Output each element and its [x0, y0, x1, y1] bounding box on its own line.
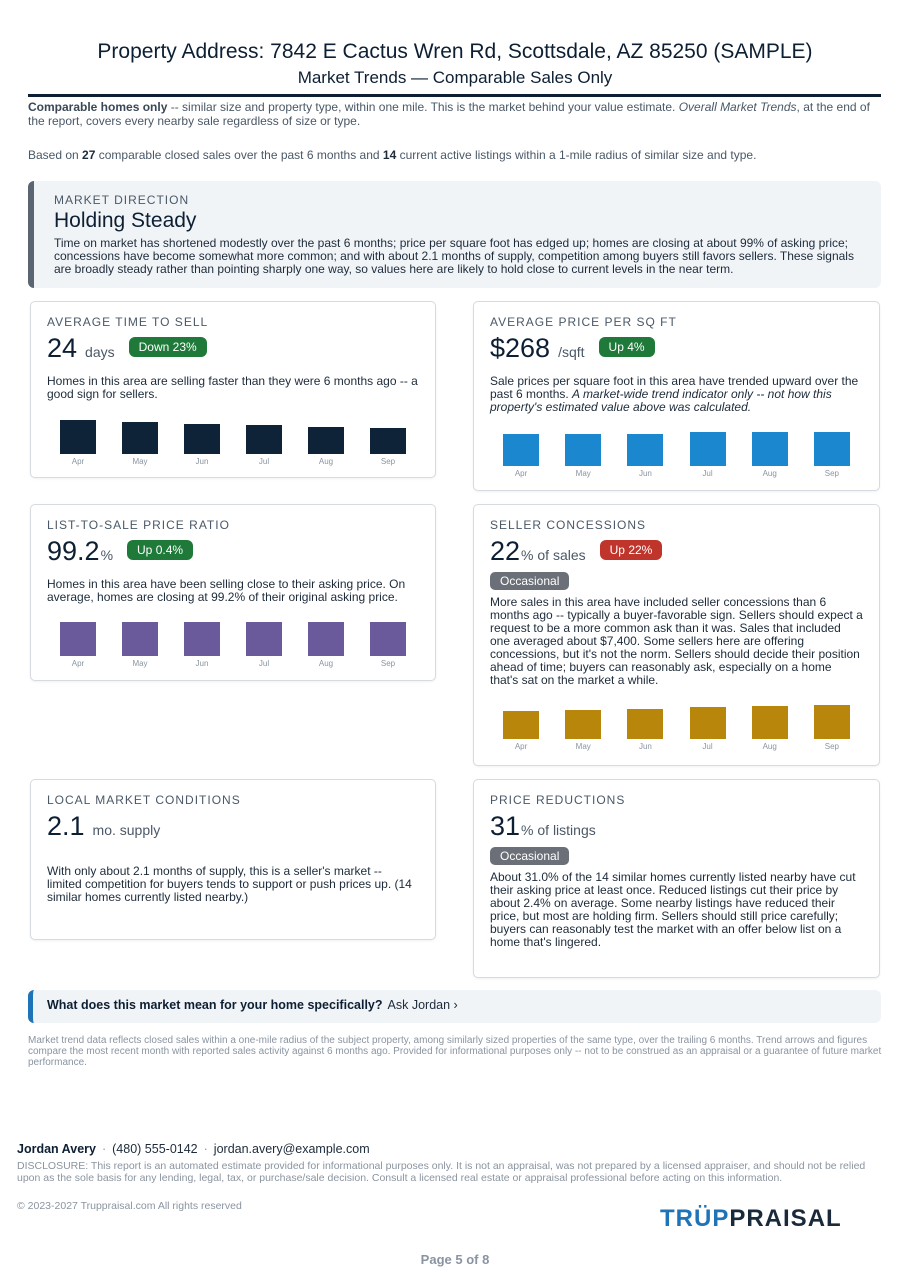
bar-group — [565, 710, 601, 751]
chart-bar — [370, 428, 406, 454]
disclosure: DISCLOSURE: This report is an automated estimate provided for informational purposes only. It is not an appraisal, was not prepared by a licensed appraiser, and should not be relied upon as the sole basis for any lending, legal, tax, or purchase/sale decision. Consult a licensed real estate or appraisal professional before acting on this information. — [17, 1160, 866, 1184]
month-label: Sep — [824, 469, 839, 478]
intro-note — [28, 100, 881, 128]
intro-reference: Overall Market Trends — [678, 100, 797, 114]
card-eyebrow: AVERAGE PRICE PER SQ FT — [490, 315, 677, 329]
agent-phone[interactable]: (480) 555-0142 — [112, 1142, 198, 1156]
month-label: Aug — [318, 659, 334, 668]
chart-bar — [814, 432, 850, 466]
brand-logo — [660, 1205, 842, 1233]
bar-group — [752, 432, 788, 478]
agent-contact — [17, 1142, 370, 1156]
bar-group — [627, 709, 663, 751]
metric-unit: % of listings — [521, 822, 596, 838]
month-label: Apr — [71, 457, 85, 466]
card-description: Homes in this area have been selling close to their asking price. On average, homes are closing at 99.2% of their original asking price. — [47, 577, 406, 604]
metric-value: 2.1 — [47, 811, 85, 841]
bar-group — [246, 622, 282, 668]
bar-group — [184, 424, 220, 466]
chart-bar — [565, 710, 601, 739]
basis-middle: comparable closed sales over the past 6 months and — [95, 148, 383, 162]
card-metric — [47, 811, 419, 845]
chart-bar — [184, 424, 220, 454]
page-title: Property Address: 7842 E Cactus Wren Rd, Scottsdale, AZ 85250 (SAMPLE) — [97, 40, 813, 63]
direction-text: Time on market has shortened modestly over the past 6 months; price per square foot has edged up; homes are closing at about 99% of asking price; concessions have become somewhat more common; and with about 2.1 months of supply, competition among buyers still favors sellers. These signals are broadly steady rather than pointing sharply one way, so values here are likely to hold close to current levels in the near term. — [54, 236, 854, 276]
month-label: Jun — [638, 469, 652, 478]
card-eyebrow: PRICE REDUCTIONS — [490, 793, 626, 807]
month-label: May — [132, 457, 148, 466]
chart-bar — [503, 434, 539, 466]
bar-group — [370, 428, 406, 466]
metric-value: 22 — [490, 536, 521, 566]
bar-group — [690, 432, 726, 478]
separator: · — [203, 1142, 208, 1156]
chart-bar — [752, 706, 788, 739]
chart-bar — [122, 622, 158, 656]
frequency-tag: Occasional — [490, 572, 569, 590]
month-label: Sep — [380, 457, 396, 466]
card-price-reductions — [473, 779, 880, 978]
month-label: Sep — [824, 742, 839, 751]
chart-bar — [308, 622, 344, 656]
month-label: Jul — [258, 457, 270, 466]
basis-prefix: Based on — [28, 148, 83, 162]
bar-group — [814, 705, 850, 751]
card-metric — [490, 536, 863, 570]
card-eyebrow: SELLER CONCESSIONS — [490, 518, 647, 532]
chart-bar — [752, 432, 788, 466]
bar-group — [814, 432, 850, 478]
copyright: © 2023-2027 Truppraisal.com All rights reserved — [17, 1200, 242, 1212]
chart-bar — [503, 711, 539, 739]
bar-group — [60, 622, 96, 668]
bar-group — [122, 422, 158, 466]
mini-bar-chart — [490, 703, 863, 751]
month-label: Aug — [762, 742, 777, 751]
ask-agent-link[interactable]: Ask Jordan › — [387, 998, 458, 1012]
card-description — [490, 375, 863, 414]
chart-bar — [565, 434, 601, 466]
chart-bar — [690, 707, 726, 739]
chart-bar — [60, 420, 96, 454]
chart-bar — [627, 434, 663, 466]
bar-group — [627, 434, 663, 478]
metric-unit: % of sales — [521, 547, 586, 563]
card-time-to-sell — [30, 301, 436, 478]
bar-group — [308, 622, 344, 668]
chart-bar — [308, 427, 344, 454]
bar-group — [60, 420, 96, 466]
card-metric — [47, 333, 419, 367]
month-label: May — [575, 469, 591, 478]
bar-group — [503, 711, 539, 751]
basis-sales-count: 27 — [82, 148, 96, 162]
metric-value: 99.2 — [47, 536, 100, 566]
bar-group — [503, 434, 539, 478]
agent-email[interactable]: jordan.avery@example.com — [213, 1142, 370, 1156]
chart-bar — [627, 709, 663, 739]
trend-badge: Up 22% — [600, 540, 663, 560]
bar-group — [184, 622, 220, 668]
page-number: Page 5 of 8 — [420, 1252, 490, 1267]
bar-group — [690, 707, 726, 751]
intro-lead: Comparable homes only — [28, 100, 168, 114]
metric-unit: % — [100, 547, 114, 563]
card-metric — [490, 333, 863, 367]
month-label: Sep — [380, 659, 396, 668]
metric-unit: mo. supply — [92, 822, 161, 838]
chart-bar — [370, 622, 406, 656]
logo-part-1: TRÜP — [660, 1205, 730, 1232]
card-description: More sales in this area have included seller concessions than 6 months ago -- typically a buyer-favorable sign. Sellers should expect a request to be a more common ask than it was. Sales that included one averaged about $7,400. Some sellers here are offering concessions, but it's not the norm. Sellers should decide their position ahead of time; buyers can reasonably ask, especially on a home that's sat on the market a while. — [490, 595, 863, 687]
chart-bar — [246, 622, 282, 656]
intro-text-1: -- similar size and property type, within one mile. This is the market behind your value estimate. — [167, 100, 679, 114]
intro-text-2: , at the end of the report, covers every nearby sale regardless of size or type. — [28, 100, 870, 128]
trend-badge: Down 23% — [129, 337, 207, 357]
chart-bar — [122, 422, 158, 454]
chart-bar — [60, 622, 96, 656]
chart-bar — [246, 425, 282, 454]
agent-name: Jordan Avery — [17, 1142, 96, 1156]
month-label: Jun — [195, 659, 209, 668]
basis-suffix: current active listings within a 1-mile radius of similar size and type. — [396, 148, 757, 162]
bar-group — [122, 622, 158, 668]
desc-main: Sale prices per square foot in this area have trended upward over the past 6 months. — [490, 374, 859, 401]
month-label: Aug — [762, 469, 777, 478]
month-label: Apr — [71, 659, 85, 668]
card-list-to-sale-ratio — [30, 504, 436, 681]
month-label: Jul — [702, 742, 713, 751]
month-label: Aug — [318, 457, 334, 466]
chart-bar — [690, 432, 726, 466]
month-label: Jul — [702, 469, 713, 478]
card-price-per-sqft — [473, 301, 880, 491]
month-label: May — [575, 742, 591, 751]
card-description: About 31.0% of the 14 similar homes currently listed nearby have cut their asking price at least once. Reduced listings cut their price by about 2.4% on average. Some nearby listings have reduced their price, but most are holding firm. Sellers should still price carefully; buyers can reasonably test the market with an offer below list on a home that's lingered. — [490, 870, 856, 949]
metric-value: 24 — [47, 333, 78, 363]
bar-group — [246, 425, 282, 466]
methodology-note: Market trend data reflects closed sales within a one-mile radius of the subject property, among similarly sized properties of the same type, over the trailing 6 months. Trend arrows and figures compare the most recent month with reported sales activity against 6 months ago. Provided for informational purposes only -- not to be construed as an appraisal or a guarantee of future market performance. — [28, 1035, 882, 1068]
trend-badge: Up 0.4% — [127, 540, 193, 560]
bar-group — [565, 434, 601, 478]
metric-value: $268 — [490, 333, 551, 363]
metric-unit: days — [85, 344, 115, 360]
mini-bar-chart — [490, 430, 863, 478]
direction-title: Holding Steady — [54, 209, 197, 232]
card-description: Homes in this area are selling faster than they were 6 months ago -- a good sign for sellers. — [47, 374, 418, 401]
header-divider — [28, 94, 881, 97]
chart-bar — [814, 705, 850, 739]
separator: · — [101, 1142, 107, 1156]
month-label: Jul — [258, 659, 270, 668]
mini-bar-chart — [47, 418, 419, 466]
card-description: With only about 2.1 months of supply, this is a seller's market -- limited competition for buyers tends to support or push prices up. (14 similar homes currently listed nearby.) — [47, 864, 412, 904]
month-label: Apr — [514, 469, 528, 478]
frequency-tag: Occasional — [490, 847, 569, 865]
bar-group — [752, 706, 788, 751]
direction-eyebrow: MARKET DIRECTION — [54, 193, 190, 207]
card-eyebrow: LOCAL MARKET CONDITIONS — [47, 793, 241, 807]
month-label: Jun — [195, 457, 209, 466]
market-direction-panel — [28, 181, 881, 288]
card-local-market-conditions — [30, 779, 436, 940]
bar-group — [308, 427, 344, 466]
month-label: Jun — [638, 742, 652, 751]
logo-part-2: PRAISAL — [729, 1205, 842, 1232]
header — [0, 38, 910, 88]
card-eyebrow: AVERAGE TIME TO SELL — [47, 315, 209, 329]
ask-agent-banner[interactable] — [28, 990, 881, 1023]
bar-group — [370, 622, 406, 668]
desc-note: A market-wide trend indicator only -- not how this property's estimated value above was calculated. — [490, 387, 832, 414]
data-basis — [28, 148, 881, 162]
trend-badge: Up 4% — [599, 337, 655, 357]
card-metric — [47, 536, 419, 570]
card-seller-concessions — [473, 504, 880, 766]
metric-value: 31 — [490, 811, 521, 841]
month-label: May — [132, 659, 148, 668]
card-metric — [490, 811, 863, 845]
month-label: Apr — [514, 742, 528, 751]
chart-bar — [184, 622, 220, 656]
page-subtitle: Market Trends — Comparable Sales Only — [297, 68, 613, 87]
mini-bar-chart — [47, 620, 419, 668]
ask-question: What does this market mean for your home specifically? — [47, 998, 383, 1012]
card-eyebrow: LIST-TO-SALE PRICE RATIO — [47, 518, 230, 532]
metric-unit: /sqft — [558, 344, 585, 360]
basis-listings-count: 14 — [382, 148, 397, 162]
